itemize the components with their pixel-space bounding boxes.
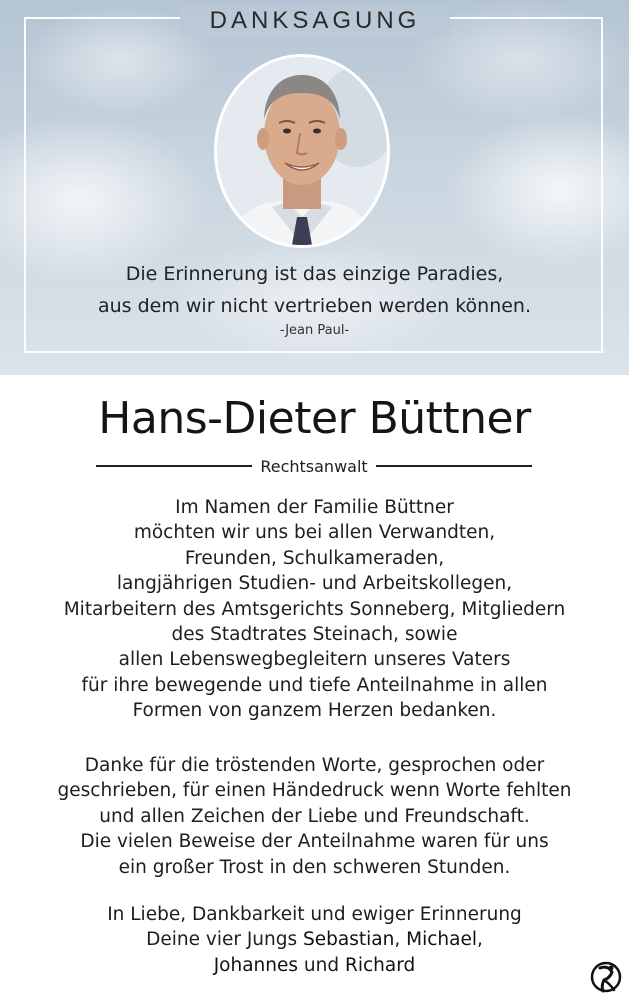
text-line: geschrieben, für einen Händedruck wenn Worte fehlten [57, 780, 572, 802]
text-line: langjährigen Studien- und Arbeitskollegen, [116, 573, 513, 595]
separator: und [298, 954, 345, 976]
separator: , [476, 929, 483, 951]
profession-row [96, 454, 532, 478]
thanks-paragraph [20, 495, 609, 724]
divider-right [376, 465, 532, 467]
text-line: für ihre bewegende und tiefe Anteilnahme in allen [81, 674, 548, 696]
son-name: Michael [406, 929, 477, 951]
quote-line-1: Die Erinnerung ist das einzige Paradies, [125, 263, 504, 285]
quote-line-2: aus dem wir nicht vertrieben werden können. [97, 295, 532, 317]
text-line: Formen von ganzem Herzen bedanken. [132, 700, 497, 722]
closing-signature [20, 902, 609, 978]
dancer-emblem-icon [590, 960, 622, 994]
text-line: Freunden, Schulkameraden, [184, 547, 445, 569]
divider-left [96, 465, 252, 467]
text-line: möchten wir uns bei allen Verwandten, [133, 522, 496, 544]
gratitude-paragraph [20, 753, 609, 880]
text-line: ein großer Trost in den schweren Stunden. [118, 856, 511, 878]
deceased-name: Hans-Dieter Büttner [98, 393, 531, 444]
text-line: Mitarbeitern des Amtsgerichts Sonneberg, Mitgliedern [63, 598, 566, 620]
signature-line-2 [20, 953, 609, 978]
separator: , [394, 929, 407, 951]
text-line: und allen Zeichen der Liebe und Freundschaft. [99, 805, 530, 827]
page-title: DANKSAGUNG [180, 6, 450, 36]
son-name: Sebastian [303, 929, 395, 951]
header-banner [0, 0, 629, 375]
portrait-photo [214, 54, 390, 248]
text-line: Danke für die tröstenden Worte, gesprochen oder [84, 755, 545, 776]
text-line: Im Namen der Familie Büttner [175, 497, 454, 518]
text-line: allen Lebenswegbegleitern unseres Vaters [118, 649, 511, 671]
quote-text [40, 258, 589, 322]
signature-line-1 [20, 927, 609, 952]
profession: Rechtsanwalt [260, 456, 368, 476]
son-name: Richard [345, 954, 416, 976]
closing-line: In Liebe, Dankbarkeit und ewiger Erinnerung [107, 904, 522, 925]
son-name: Johannes [213, 954, 299, 976]
text-line: des Stadtrates Steinach, sowie [171, 624, 458, 646]
signature-prefix: Deine vier Jungs [146, 929, 304, 951]
quote-author: -Jean Paul- [279, 323, 350, 338]
text-line: Die vielen Beweise der Anteilnahme waren für uns [80, 831, 549, 853]
